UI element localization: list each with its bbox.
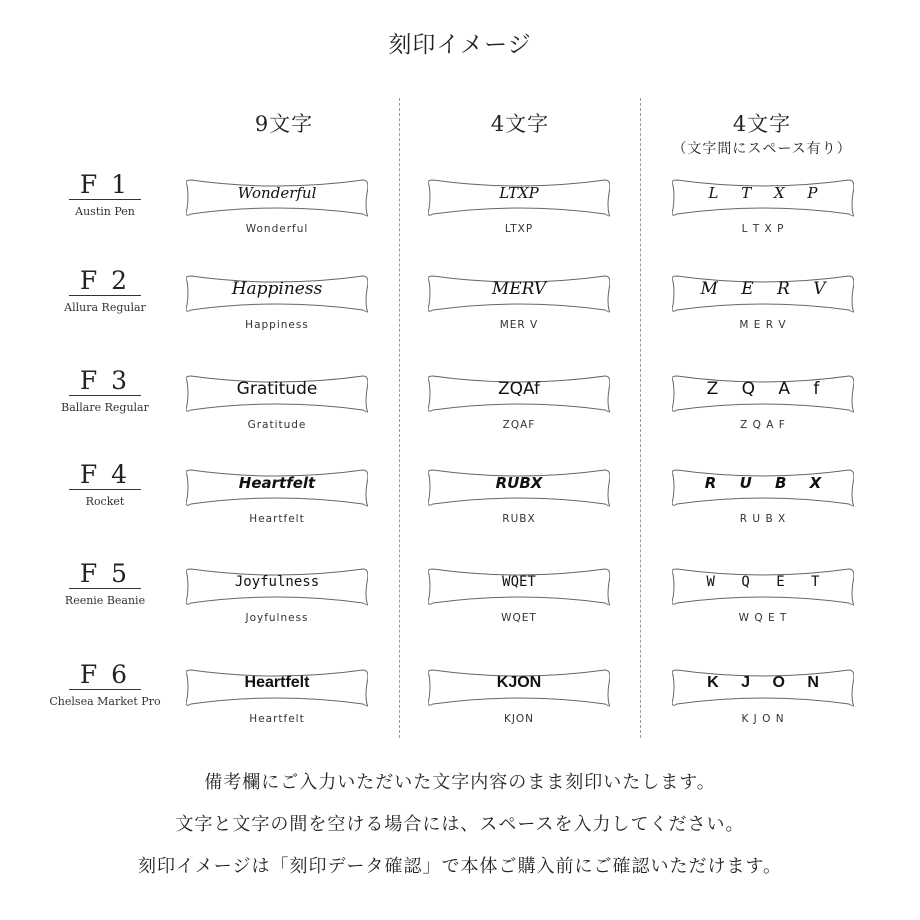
column-divider <box>399 98 400 738</box>
engraving-caption: MER V <box>499 319 539 331</box>
font-code-underline <box>69 489 141 490</box>
font-name: Rocket <box>85 495 125 508</box>
font-code: F 6 <box>79 660 131 689</box>
engraving-caption: W Q E T <box>738 612 788 624</box>
engraving-plate <box>672 272 854 314</box>
page-title: 刻印イメージ <box>388 32 532 58</box>
font-code: F 2 <box>79 266 131 295</box>
engraving-text: MERV <box>491 279 547 299</box>
engraving-plate <box>672 466 854 508</box>
font-name: Austin Pen <box>75 205 135 218</box>
engraving-caption: LTXP <box>504 223 534 235</box>
engraving-text: WQET <box>502 574 536 590</box>
font-name: Ballare Regular <box>61 401 149 414</box>
engraving-text: KJON <box>496 674 542 691</box>
column-note-spaced: （文字間にスペース有り） <box>672 141 852 157</box>
engraving-caption: Heartfelt <box>249 713 305 725</box>
engraving-plate <box>428 666 610 708</box>
engraving-caption: RUBX <box>502 513 536 525</box>
engraving-plate <box>186 372 368 414</box>
engraving-caption: L T X P <box>741 223 785 235</box>
engraving-caption: WQET <box>501 612 537 624</box>
note-line-3: 刻印イメージは「刻印データ確認」で本体ご購入前にご確認いただけます。 <box>137 856 783 877</box>
font-code-underline <box>69 588 141 589</box>
engraving-text: Z Q A f <box>706 379 829 399</box>
engraving-text: Joyfulness <box>234 574 320 590</box>
engraving-plate <box>186 272 368 314</box>
font-code-underline <box>69 689 141 690</box>
engraving-plate <box>672 372 854 414</box>
engraving-text: W Q E T <box>706 574 829 590</box>
engraving-text: K J O N <box>707 674 828 691</box>
engraving-plate <box>672 565 854 607</box>
engraving-plate <box>428 466 610 508</box>
engraving-plate <box>186 466 368 508</box>
engraving-plate <box>428 372 610 414</box>
engraving-text: Heartfelt <box>238 474 316 492</box>
font-code: F 1 <box>79 170 131 199</box>
column-heading-9-chars: 9文字 <box>254 112 314 136</box>
engraving-text: ZQAf <box>497 379 541 399</box>
engraving-text: L T X P <box>708 184 827 202</box>
engraving-caption: KJON <box>503 713 535 725</box>
engraving-text: LTXP <box>499 184 539 202</box>
engraving-caption: Happiness <box>245 319 309 331</box>
engraving-caption: Z Q A F <box>740 419 786 431</box>
font-code-underline <box>69 199 141 200</box>
note-line-1: 備考欄にご入力いただいた文字内容のまま刻印いたします。 <box>204 772 716 793</box>
font-code: F 3 <box>79 366 131 395</box>
font-code: F 5 <box>79 559 131 588</box>
engraving-text: M E R V <box>700 279 835 299</box>
column-heading-4-chars: 4文字 <box>490 112 550 136</box>
column-divider <box>640 98 641 738</box>
font-code-underline <box>69 295 141 296</box>
engraving-caption: Joyfulness <box>245 612 309 624</box>
engraving-text: Wonderful <box>237 184 317 202</box>
font-name: Allura Regular <box>64 301 146 314</box>
note-line-2: 文字と文字の間を空ける場合には、スペースを入力してください。 <box>175 814 745 835</box>
font-code: F 4 <box>79 460 131 489</box>
engraving-plate <box>428 176 610 218</box>
engraving-plate <box>186 176 368 218</box>
engraving-caption: Gratitude <box>247 419 307 431</box>
engraving-text: R U B X <box>704 474 831 492</box>
engraving-plate <box>428 272 610 314</box>
engraving-caption: R U B X <box>739 513 787 525</box>
engraving-plate <box>186 666 368 708</box>
engraving-plate <box>672 666 854 708</box>
engraving-text: RUBX <box>495 474 543 492</box>
engraving-text: Heartfelt <box>244 674 310 691</box>
engraving-text: Happiness <box>231 279 323 299</box>
engraving-caption: ZQAF <box>502 419 536 431</box>
engraving-caption: K J O N <box>741 713 785 725</box>
engraving-text: Gratitude <box>236 379 318 399</box>
engraving-caption: Heartfelt <box>249 513 305 525</box>
engraving-caption: Wonderful <box>245 223 309 235</box>
engraving-plate <box>672 176 854 218</box>
engraving-plate <box>428 565 610 607</box>
engraving-caption: M E R V <box>739 319 787 331</box>
font-name: Reenie Beanie <box>64 594 146 607</box>
engraving-plate <box>186 565 368 607</box>
font-code-underline <box>69 395 141 396</box>
column-heading-4-chars-spaced: 4文字 <box>732 112 792 136</box>
font-name: Chelsea Market Pro <box>49 695 161 708</box>
